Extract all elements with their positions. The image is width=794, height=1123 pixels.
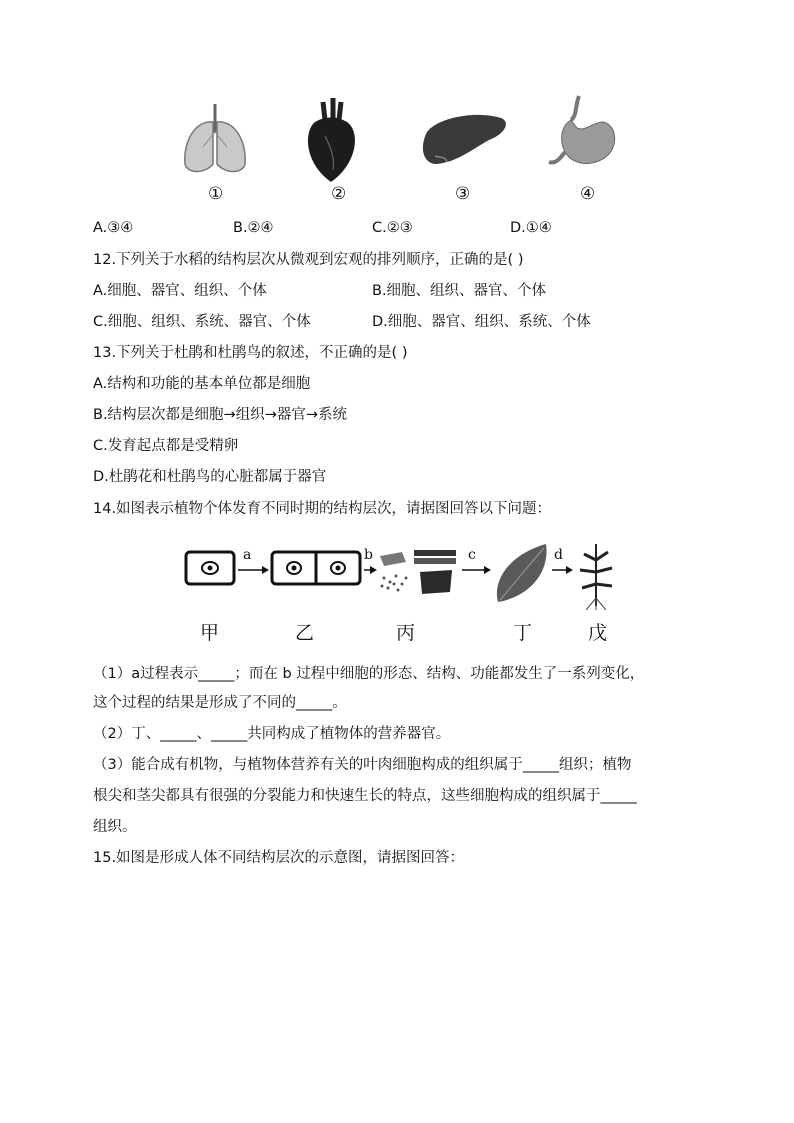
q14-part-2: （2）丁、_____、_____共同构成了植物体的营养器官。 [93,726,451,742]
q11-option-a: A.③④ [93,220,134,236]
arrow-c-label: c [468,547,476,563]
lung-icon [185,104,245,172]
stage-label-wu: 戊 [588,622,608,644]
q14-stem: 14.如图表示植物个体发育不同时期的结构层次，请据图回答以下问题： [93,501,552,517]
q14-part-3-line-2: 根尖和茎尖都具有很强的分裂能力和快速生长的特点，这些细胞构成的组织属于_____ [93,788,637,804]
arrow-a-label: a [243,547,252,563]
stomach-icon [549,96,615,164]
q12-option-b: B.细胞、组织、器官、个体 [372,283,547,299]
q14-part-3-line-3: 组织。 [93,819,137,835]
plant-icon [580,544,612,610]
organs-figure [175,92,620,210]
organs-illustration [175,92,620,210]
heart-icon [308,98,355,182]
q15-stem: 15.如图是形成人体不同结构层次的示意图，请据图回答： [93,850,465,866]
stage-label-jia: 甲 [200,622,220,644]
two-cells-icon [272,552,360,584]
q14-part-1-line-1: （1）a过程表示_____；而在 b 过程中细胞的形态、结构、功能都发生了一系列变化， [93,666,645,682]
arrow-d-icon [552,566,573,574]
stage-label-yi: 乙 [295,622,315,644]
q13-option-a: A.结构和功能的基本单位都是细胞 [93,376,311,392]
q12-option-d: D.细胞、器官、组织、系统、个体 [372,314,591,330]
organ-label-3: ③ [455,184,471,204]
q11-option-c: C.②③ [372,220,413,236]
q12-option-c: C.细胞、组织、系统、器官、个体 [93,314,311,330]
q12-option-a: A.细胞、器官、组织、个体 [93,283,267,299]
arrow-a-icon [238,566,269,574]
q13-option-c: C.发育起点都是受精卵 [93,438,239,454]
liver-icon [423,115,506,164]
plant-development-figure [180,540,620,650]
single-cell-icon [186,552,234,584]
q11-option-d: D.①④ [510,220,552,236]
organ-label-2: ② [331,184,347,204]
q13-option-d: D.杜鹃花和杜鹃鸟的心脏都属于器官 [93,469,327,485]
q13-option-b: B.结构层次都是细胞→组织→器官→系统 [93,407,348,423]
tissues-icon [380,550,456,594]
q13-stem: 13.下列关于杜鹃和杜鹃鸟的叙述，不正确的是( ) [93,345,408,361]
arrow-c-icon [462,566,491,574]
leaf-icon [497,544,547,602]
q14-part-3-line-1: （3）能合成有机物，与植物体营养有关的叶肉细胞构成的组织属于_____组织；植物 [93,757,632,773]
arrow-b-label: b [364,547,373,563]
q14-part-1-line-2: 这个过程的结果是形成了不同的_____。 [93,695,347,711]
stage-label-ding: 丁 [513,622,533,644]
organ-label-1: ① [208,184,224,204]
q12-stem: 12.下列关于水稻的结构层次从微观到宏观的排列顺序，正确的是( ) [93,252,524,268]
q11-option-b: B.②④ [233,220,274,236]
organ-label-4: ④ [580,184,596,204]
arrow-d-label: d [554,547,563,563]
arrow-b-icon [364,566,377,574]
stage-label-bing: 丙 [396,622,416,644]
